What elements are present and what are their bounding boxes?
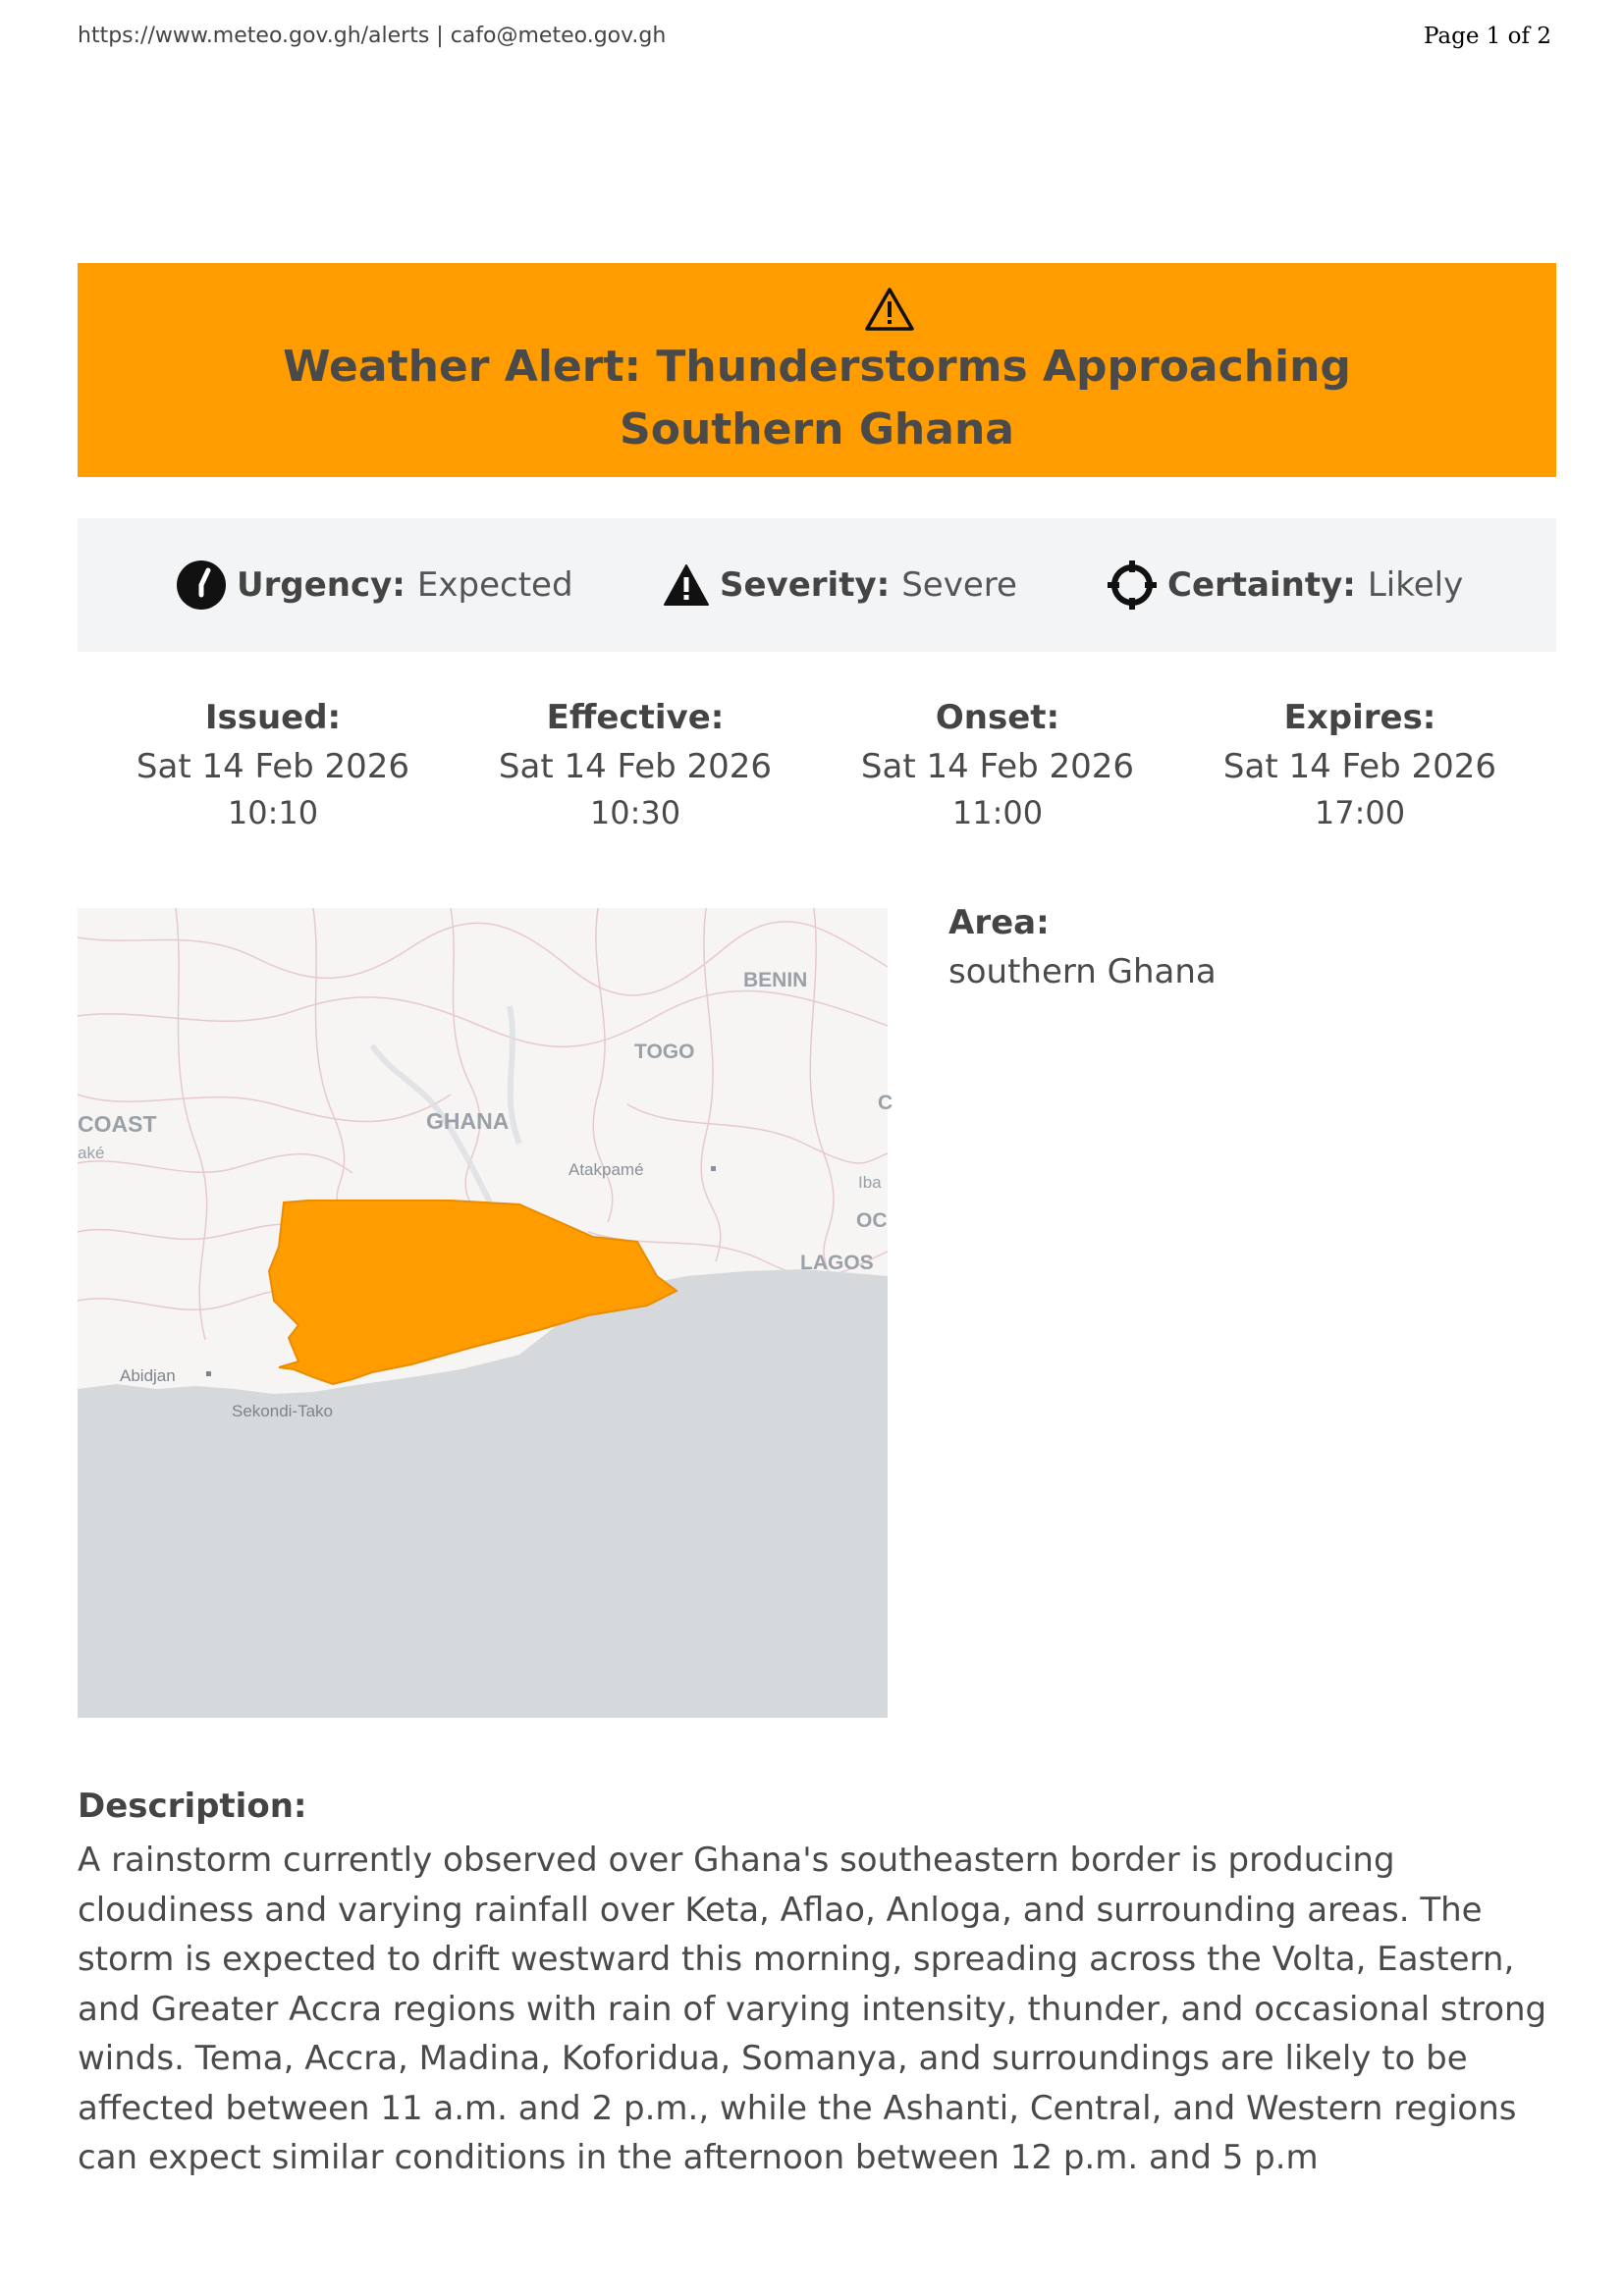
time-date: Sat 14 Feb 2026 [498,747,773,786]
description-label: Description: [78,1787,307,1826]
urgency-value: Expected [416,565,573,605]
map-dot-atakpame [711,1166,716,1171]
map-label-ghana: GHANA [426,1108,510,1134]
map-label-sekondi: Sekondi-Tako [232,1402,334,1420]
issued-block [91,695,455,832]
time-label: Issued: [204,698,342,737]
map-label-c: C [878,1092,893,1114]
time-label: Effective: [546,698,725,737]
area-value: southern Ghana [948,952,1217,991]
certainty-value: Likely [1367,565,1464,605]
clock-icon [176,560,227,611]
severity-label: Severity: [720,565,891,605]
urgency-item [176,558,573,613]
time-clock: 11:00 [951,794,1044,831]
alert-title: Weather Alert: Thunderstorms Approaching Southern Ghana [283,342,1351,454]
alert-banner [78,263,1556,477]
crosshair-icon [1107,560,1158,611]
alert-area-map[interactable] [78,908,893,1718]
map-label-togo: TOGO [634,1041,695,1063]
time-date: Sat 14 Feb 2026 [860,747,1135,786]
map-label-coast: COAST [78,1111,157,1137]
map-label-oc: OC [856,1209,888,1232]
expires-block [1178,695,1542,832]
alert-meta-bar [78,518,1556,652]
time-clock: 17:00 [1314,794,1406,831]
severity-item [663,558,1017,613]
onset-block [816,695,1179,832]
area-label: Area: [948,903,1050,942]
time-date: Sat 14 Feb 2026 [1222,747,1497,786]
urgency-label: Urgency: [237,565,406,605]
map-label-abidjan: Abidjan [120,1366,176,1385]
time-clock: 10:10 [227,794,319,831]
map-label-ake: aké [78,1144,105,1162]
page-number: Page 1 of 2 [1423,24,1551,49]
time-label: Expires: [1283,698,1436,737]
time-label: Onset: [935,698,1060,737]
warning-triangle-icon [864,287,915,332]
severity-value: Severe [901,565,1017,605]
map-label-lagos: LAGOS [800,1252,874,1274]
description-text: A rainstorm currently observed over Ghana's southeastern border is producing cloudiness and varying rainfall over Keta, Aflao, Anloga, and surrounding areas. The storm is expected to drift westward this morning, spreading across the Volta, Eastern, and Greater Accra regions with rain of varying intensity, thunder, and occasional strong winds. Tema, Accra, Madina, Koforidua, Somanya, and surroundings are likely to be affected between 11 a.m. and 2 p.m., while the Ashanti, Central, and Western regions can expect similar conditions in the afternoon between 12 p.m. and 5 p.m [78,1841,1547,2177]
time-date: Sat 14 Feb 2026 [135,747,410,786]
warning-icon [663,563,710,607]
alert-times [78,695,1556,842]
map-label-atakpame: Atakpamé [568,1160,644,1179]
map-dot-abidjan [206,1371,211,1376]
map-label-benin: BENIN [743,969,808,991]
time-clock: 10:30 [589,794,681,831]
effective-block [454,695,817,832]
certainty-item [1107,558,1463,613]
header-contact-link[interactable]: https://www.meteo.gov.gh/alerts | cafo@meteo.gov.gh [78,24,667,48]
map-label-iba: Iba [858,1173,882,1192]
certainty-label: Certainty: [1167,565,1356,605]
